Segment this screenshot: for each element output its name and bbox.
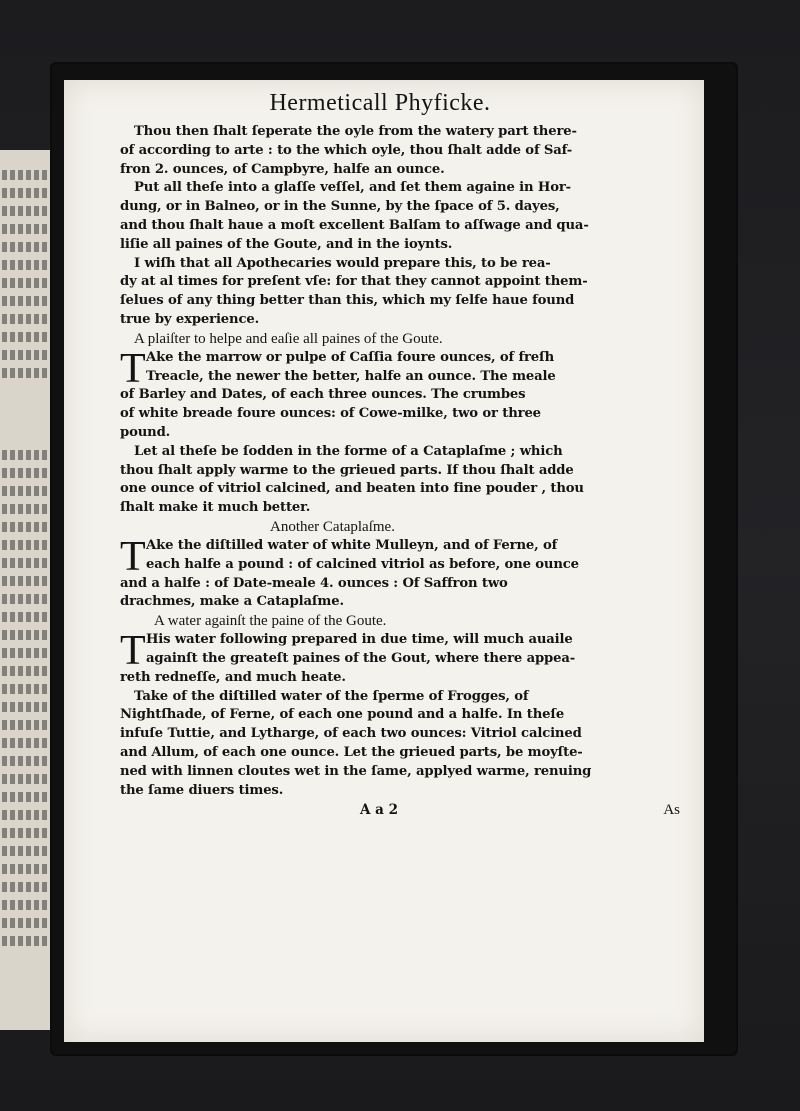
- text-line: againſt the greateſt paines of the Gout, where there appea-: [146, 650, 576, 666]
- text-line: and thou ſhalt haue a moſt excellent Balſam to aſſwage and qua-: [120, 217, 589, 233]
- running-head: Hermeticall Phyficke.: [269, 90, 491, 116]
- text-line: thou ſhalt apply warme to the grieued parts. If thou ſhalt adde: [120, 462, 574, 478]
- text-line: pound.: [120, 424, 171, 440]
- text-line: the ſame diuers times.: [120, 782, 284, 798]
- paragraph-2: [120, 179, 680, 254]
- text-line: Put all theſe into a glaſſe veſſel, and ſet them againe in Hor-: [134, 180, 571, 196]
- text-line: Take of the diſtilled water of the ſperme of Frogges, of: [134, 688, 529, 704]
- paragraph-1: [120, 123, 680, 179]
- text-line: one ounce of vitriol calcined, and beaten into fine pouder , thou: [120, 481, 584, 497]
- text-line: each halfe a pound : of calcined vitriol as before, one ounce: [146, 556, 579, 572]
- text-line: dung, or in Balneo, or in the Sunne, by the ſpace of 5. dayes,: [120, 199, 560, 215]
- page-text-block: [120, 90, 680, 822]
- drop-capital: T: [120, 533, 146, 580]
- text-line: Nightſhade, of Ferne, of each one pound and a halfe. In theſe: [120, 707, 565, 723]
- page-footer: [120, 802, 680, 822]
- text-line: infuſe Tuttie, and Lytharge, of each two ounces: Vitriol calcined: [120, 726, 582, 742]
- text-line: fron 2. ounces, of Campbyre, halfe an ounce.: [120, 161, 445, 177]
- text-line: and a halfe : of Date-meale 4. ounces : Of Saffron two: [120, 575, 508, 591]
- text-line: Let al theſe be ſodden in the forme of a Cataplaſme ; which: [134, 443, 563, 459]
- paragraph-6: [120, 533, 680, 612]
- text-line: drachmes, make a Cataplaſme.: [120, 594, 344, 610]
- paragraph-8: [120, 688, 680, 801]
- text-line: Ake the diſtilled water of white Mulleyn, and of Ferne, of: [146, 537, 558, 553]
- text-line: ned with linnen cloutes wet in the ſame, applyed warme, renuing: [120, 763, 592, 779]
- text-line: liſie all paines of the Goute, and in the ioynts.: [120, 236, 453, 252]
- signature-mark: A a 2: [360, 802, 399, 819]
- text-line: of white breade foure ounces: of Cowe-milke, two or three: [120, 406, 541, 422]
- text-line: ſhalt make it much better.: [120, 500, 311, 516]
- book-page: [64, 80, 704, 1042]
- text-line: and Allum, of each one ounce. Let the grieued parts, be moyſte-: [120, 744, 583, 760]
- text-line: Thou then ſhalt ſeperate the oyle from the watery part there-: [134, 124, 577, 139]
- section-heading-water: A water againſt the paine of the Goute.: [154, 613, 387, 630]
- paragraph-4: [120, 345, 680, 443]
- paragraph-5: [120, 443, 680, 518]
- text-line: His water following prepared in due time, will much auaile: [146, 632, 573, 648]
- text-line: of according to arte : to the which oyle, thou ſhalt adde of Saf-: [120, 142, 573, 158]
- text-line: Treacle, the newer the better, halfe an ounce. The meale: [146, 368, 556, 384]
- text-line: of Barley and Dates, of each three ounces. The crumbes: [120, 387, 526, 403]
- drop-capital: T: [120, 345, 146, 392]
- catchword: As: [663, 802, 680, 819]
- text-line: true by experience.: [120, 311, 260, 327]
- paragraph-7: [120, 628, 680, 687]
- section-heading-plaister: A plaiſter to helpe and eaſie all paines of the Goute.: [134, 330, 443, 347]
- text-line: dy at al times for preſent vſe: for that they cannot appoint them-: [120, 274, 588, 290]
- text-line: reth redneſſe, and much heate.: [120, 669, 346, 685]
- drop-capital: T: [120, 628, 146, 675]
- text-line: I wiſh that all Apothecaries would prepare this, to be rea-: [134, 255, 551, 271]
- section-heading-cataplasme: Another Cataplaſme.: [270, 518, 395, 535]
- text-line: ſelues of any thing better than this, which my ſelfe haue found: [120, 293, 575, 309]
- paragraph-3: [120, 255, 680, 330]
- text-line: Ake the marrow or pulpe of Caſſia foure ounces, of freſh: [146, 349, 555, 365]
